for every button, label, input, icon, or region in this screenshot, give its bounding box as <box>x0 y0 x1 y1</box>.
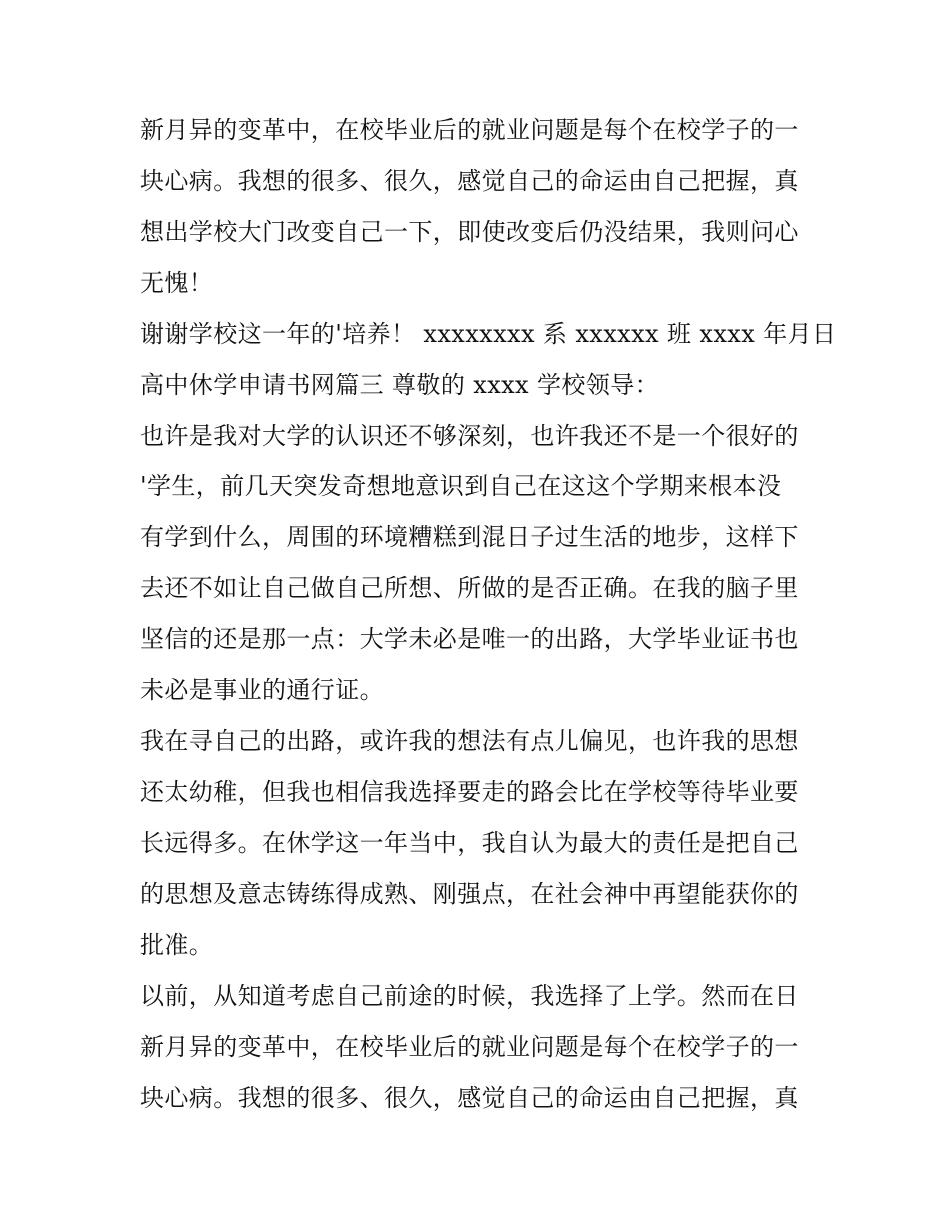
text-line-12: 未必是事业的通行证。 <box>140 676 384 704</box>
text-line-5: 谢谢学校这一年的'培养！ xxxxxxxx 系 xxxxxx 班 xxxx 年月日 <box>140 320 837 348</box>
text-line-4: 无愧！ <box>140 269 214 297</box>
text-line-20: 块心病。我想的很多、很久，感觉自己的命运由自己把握，真 <box>140 1084 799 1112</box>
text-line-1: 新月异的变革中，在校毕业后的就业问题是每个在校学子的一 <box>140 116 799 144</box>
text-line-8: '学生，前几天突发奇想地意识到自己在这这个学期来根本没 <box>140 472 782 500</box>
text-line-14: 还太幼稚，但我也相信我选择要走的路会比在学校等待毕业要 <box>140 778 799 806</box>
text-line-15: 长远得多。在休学这一年当中，我自认为最大的责任是把自己 <box>140 829 799 857</box>
text-line-2: 块心病。我想的很多、很久，感觉自己的命运由自己把握，真 <box>140 167 799 195</box>
text-line-3: 想出学校大门改变自己一下，即使改变后仍没结果，我则问心 <box>140 218 799 246</box>
text-line-10: 去还不如让自己做自己所想、所做的是否正确。在我的脑子里 <box>140 574 799 602</box>
text-line-19: 新月异的变革中，在校毕业后的就业问题是每个在校学子的一 <box>140 1033 799 1061</box>
text-line-16: 的思想及意志铸练得成熟、刚强点，在社会神中再望能获你的 <box>140 880 799 908</box>
text-line-7: 也许是我对大学的认识还不够深刻，也许我还不是一个很好的 <box>140 422 799 450</box>
text-line-9: 有学到什么，周围的环境糟糕到混日子过生活的地步，这样下 <box>140 523 799 551</box>
text-line-13: 我在寻自己的出路，或许我的想法有点儿偏见，也许我的思想 <box>140 727 799 755</box>
text-line-6: 高中休学申请书网篇三 尊敬的 xxxx 学校领导： <box>140 371 660 399</box>
text-line-11: 坚信的还是那一点：大学未必是唯一的出路，大学毕业证书也 <box>140 625 799 653</box>
text-line-18: 以前，从知道考虑自己前途的时候，我选择了上学。然而在日 <box>140 982 799 1010</box>
text-line-17: 批准。 <box>140 931 214 959</box>
